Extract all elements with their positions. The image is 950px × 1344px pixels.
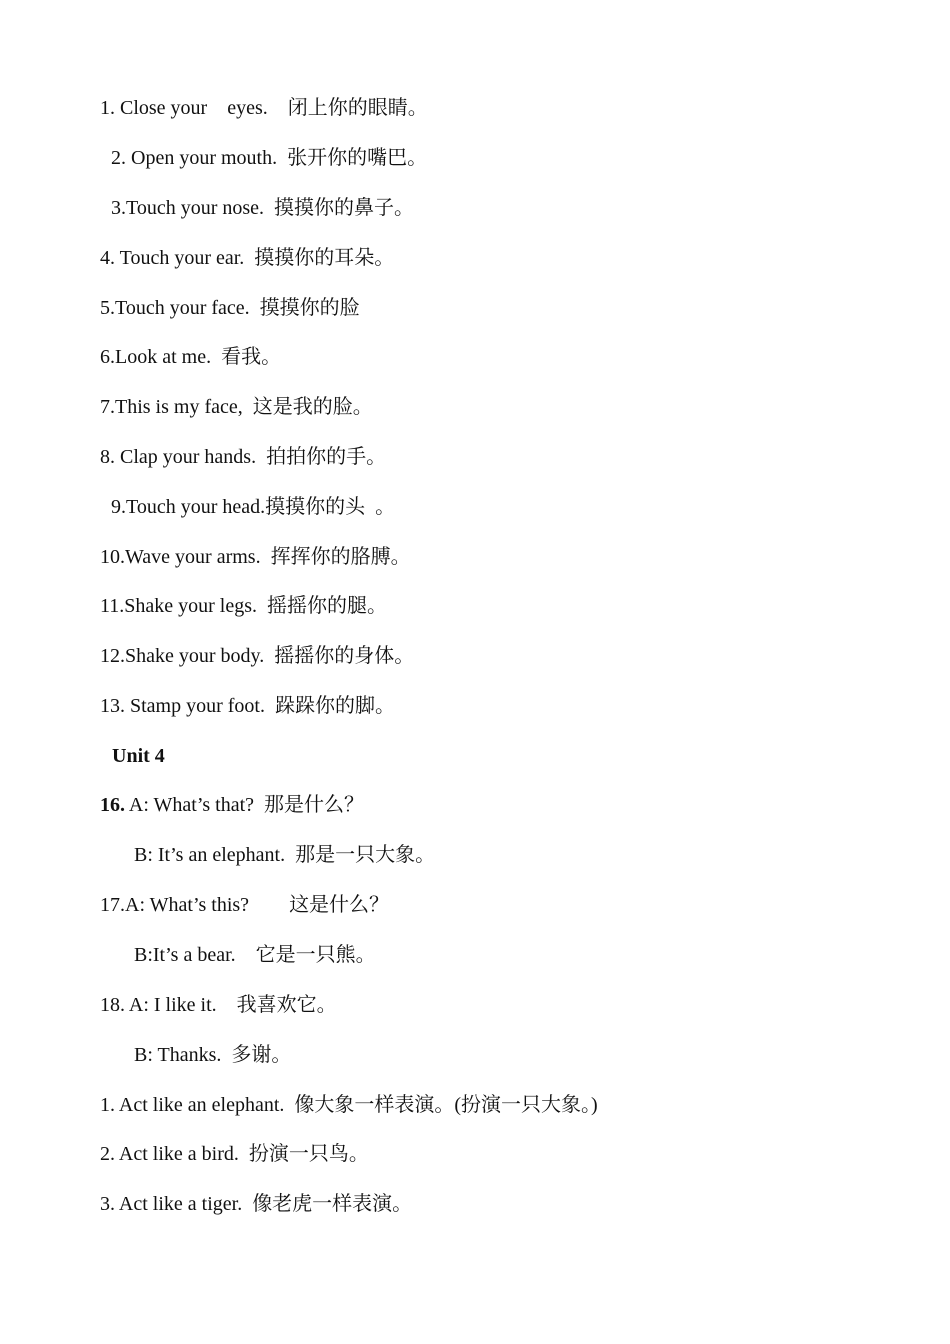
dialogue-17-question: 17.A: What’s this? 这是什么？ (100, 894, 390, 916)
sentence-shake-legs: 11.Shake your legs. 摇摇你的腿。 (100, 595, 388, 617)
sentence-this-is-my-face: 7.This is my face, 这是我的脸。 (100, 396, 373, 418)
sentence-act-like-bird: 2. Act like a bird. 扮演一只鸟。 (100, 1143, 369, 1165)
dialogue-16-answer: B: It’s an elephant. 那是一只大象。 (134, 844, 436, 866)
dialogue-16-question (100, 793, 364, 817)
dialogue-18-reply: B: Thanks. 多谢。 (134, 1044, 292, 1066)
dialogue-16-number: 16. (100, 794, 125, 816)
sentence-act-like-tiger: 3. Act like a tiger. 像老虎一样表演。 (100, 1193, 413, 1215)
dialogue-16-text: A: What’s that? 那是什么？ (125, 794, 365, 816)
sentence-touch-ear: 4. Touch your ear. 摸摸你的耳朵。 (100, 247, 395, 269)
sentence-touch-nose: 3.Touch your nose. 摸摸你的鼻子。 (111, 197, 415, 219)
sentence-touch-head: 9.Touch your head.摸摸你的头 。 (111, 496, 396, 518)
sentence-close-eyes: 1. Close your eyes. 闭上你的眼睛。 (100, 97, 428, 119)
unit-heading: Unit 4 (112, 745, 165, 767)
sentence-clap-hands: 8. Clap your hands. 拍拍你的手。 (100, 446, 387, 468)
sentence-open-mouth: 2. Open your mouth. 张开你的嘴巴。 (111, 147, 428, 169)
sentence-wave-arms: 10.Wave your arms. 挥挥你的胳膊。 (100, 546, 411, 568)
dialogue-17-answer: B:It’s a bear. 它是一只熊。 (134, 944, 376, 966)
dialogue-18-statement: 18. A: I like it. 我喜欢它。 (100, 994, 337, 1016)
sentence-stamp-foot: 13. Stamp your foot. 跺跺你的脚。 (100, 695, 395, 717)
sentence-look-at-me: 6.Look at me. 看我。 (100, 346, 282, 368)
sentence-act-like-elephant: 1. Act like an elephant. 像大象一样表演。(扮演一只大象。) (100, 1094, 598, 1116)
sentence-touch-face: 5.Touch your face. 摸摸你的脸 (100, 297, 360, 319)
sentence-shake-body: 12.Shake your body. 摇摇你的身体。 (100, 645, 415, 667)
